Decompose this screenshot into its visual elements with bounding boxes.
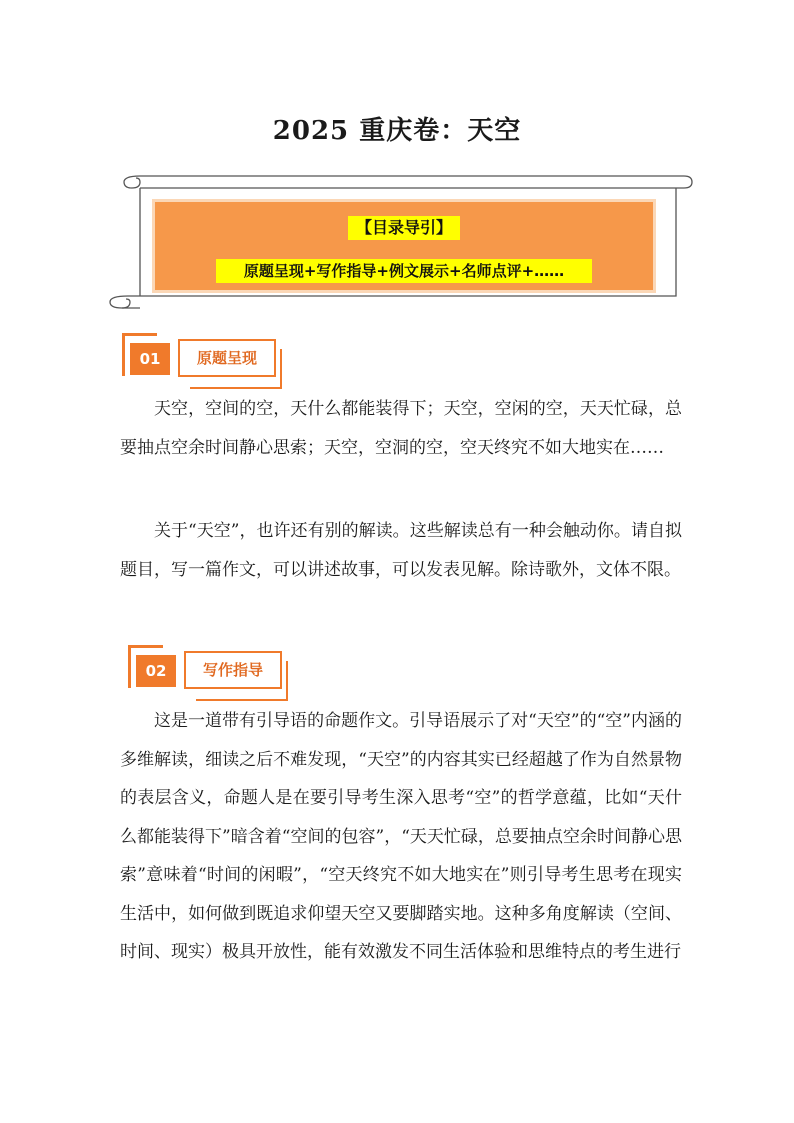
toc-heading: 【目录导引】	[348, 216, 460, 240]
section-label: 原题呈现	[178, 339, 276, 377]
section-badge-02	[128, 645, 298, 705]
section-badge-01	[122, 333, 292, 393]
section-number: 01	[130, 343, 170, 375]
section-label: 写作指导	[184, 651, 282, 689]
section-01-paragraph-2: 关于“天空”，也许还有别的解读。这些解读总有一种会触动你。请自拟题目，写一篇作文，可以讲述故事，可以发表见解。除诗歌外，文体不限。	[120, 521, 682, 580]
page-title: 2025 重庆卷：天空	[272, 116, 522, 146]
section-02-paragraph-1: 这是一道带有引导语的命题作文。引导语展示了对“天空”的“空”内涵的多维解读，细读之后不难发现，“天空”的内容其实已经超越了作为自然景物的表层含义，命题人是在要引导考生深入思考“空”的哲学意蕴，比如“天什么都能装得下”暗含着“空间的包容”，“天天忙碌，总要抽点空余时间静心思索”意味着“时间的闲暇”，“空天终究不如大地实在”则引导考生思考在现实生活中，如何做到既追求仰望天空又要脚踏实地。这种多角度解读（空间、时间、现实）极具开放性，能有效激发不同生活体验和思维特点的考生进行	[120, 711, 682, 962]
section-01-paragraph-1: 天空，空间的空，天什么都能装得下；天空，空闲的空，天天忙碌，总要抽点空余时间静心思索；天空，空洞的空，空天终究不如大地实在……	[120, 399, 682, 458]
toc-subheading: 原题呈现+写作指导+例文展示+名师点评+……	[216, 259, 592, 283]
section-number: 02	[136, 655, 176, 687]
